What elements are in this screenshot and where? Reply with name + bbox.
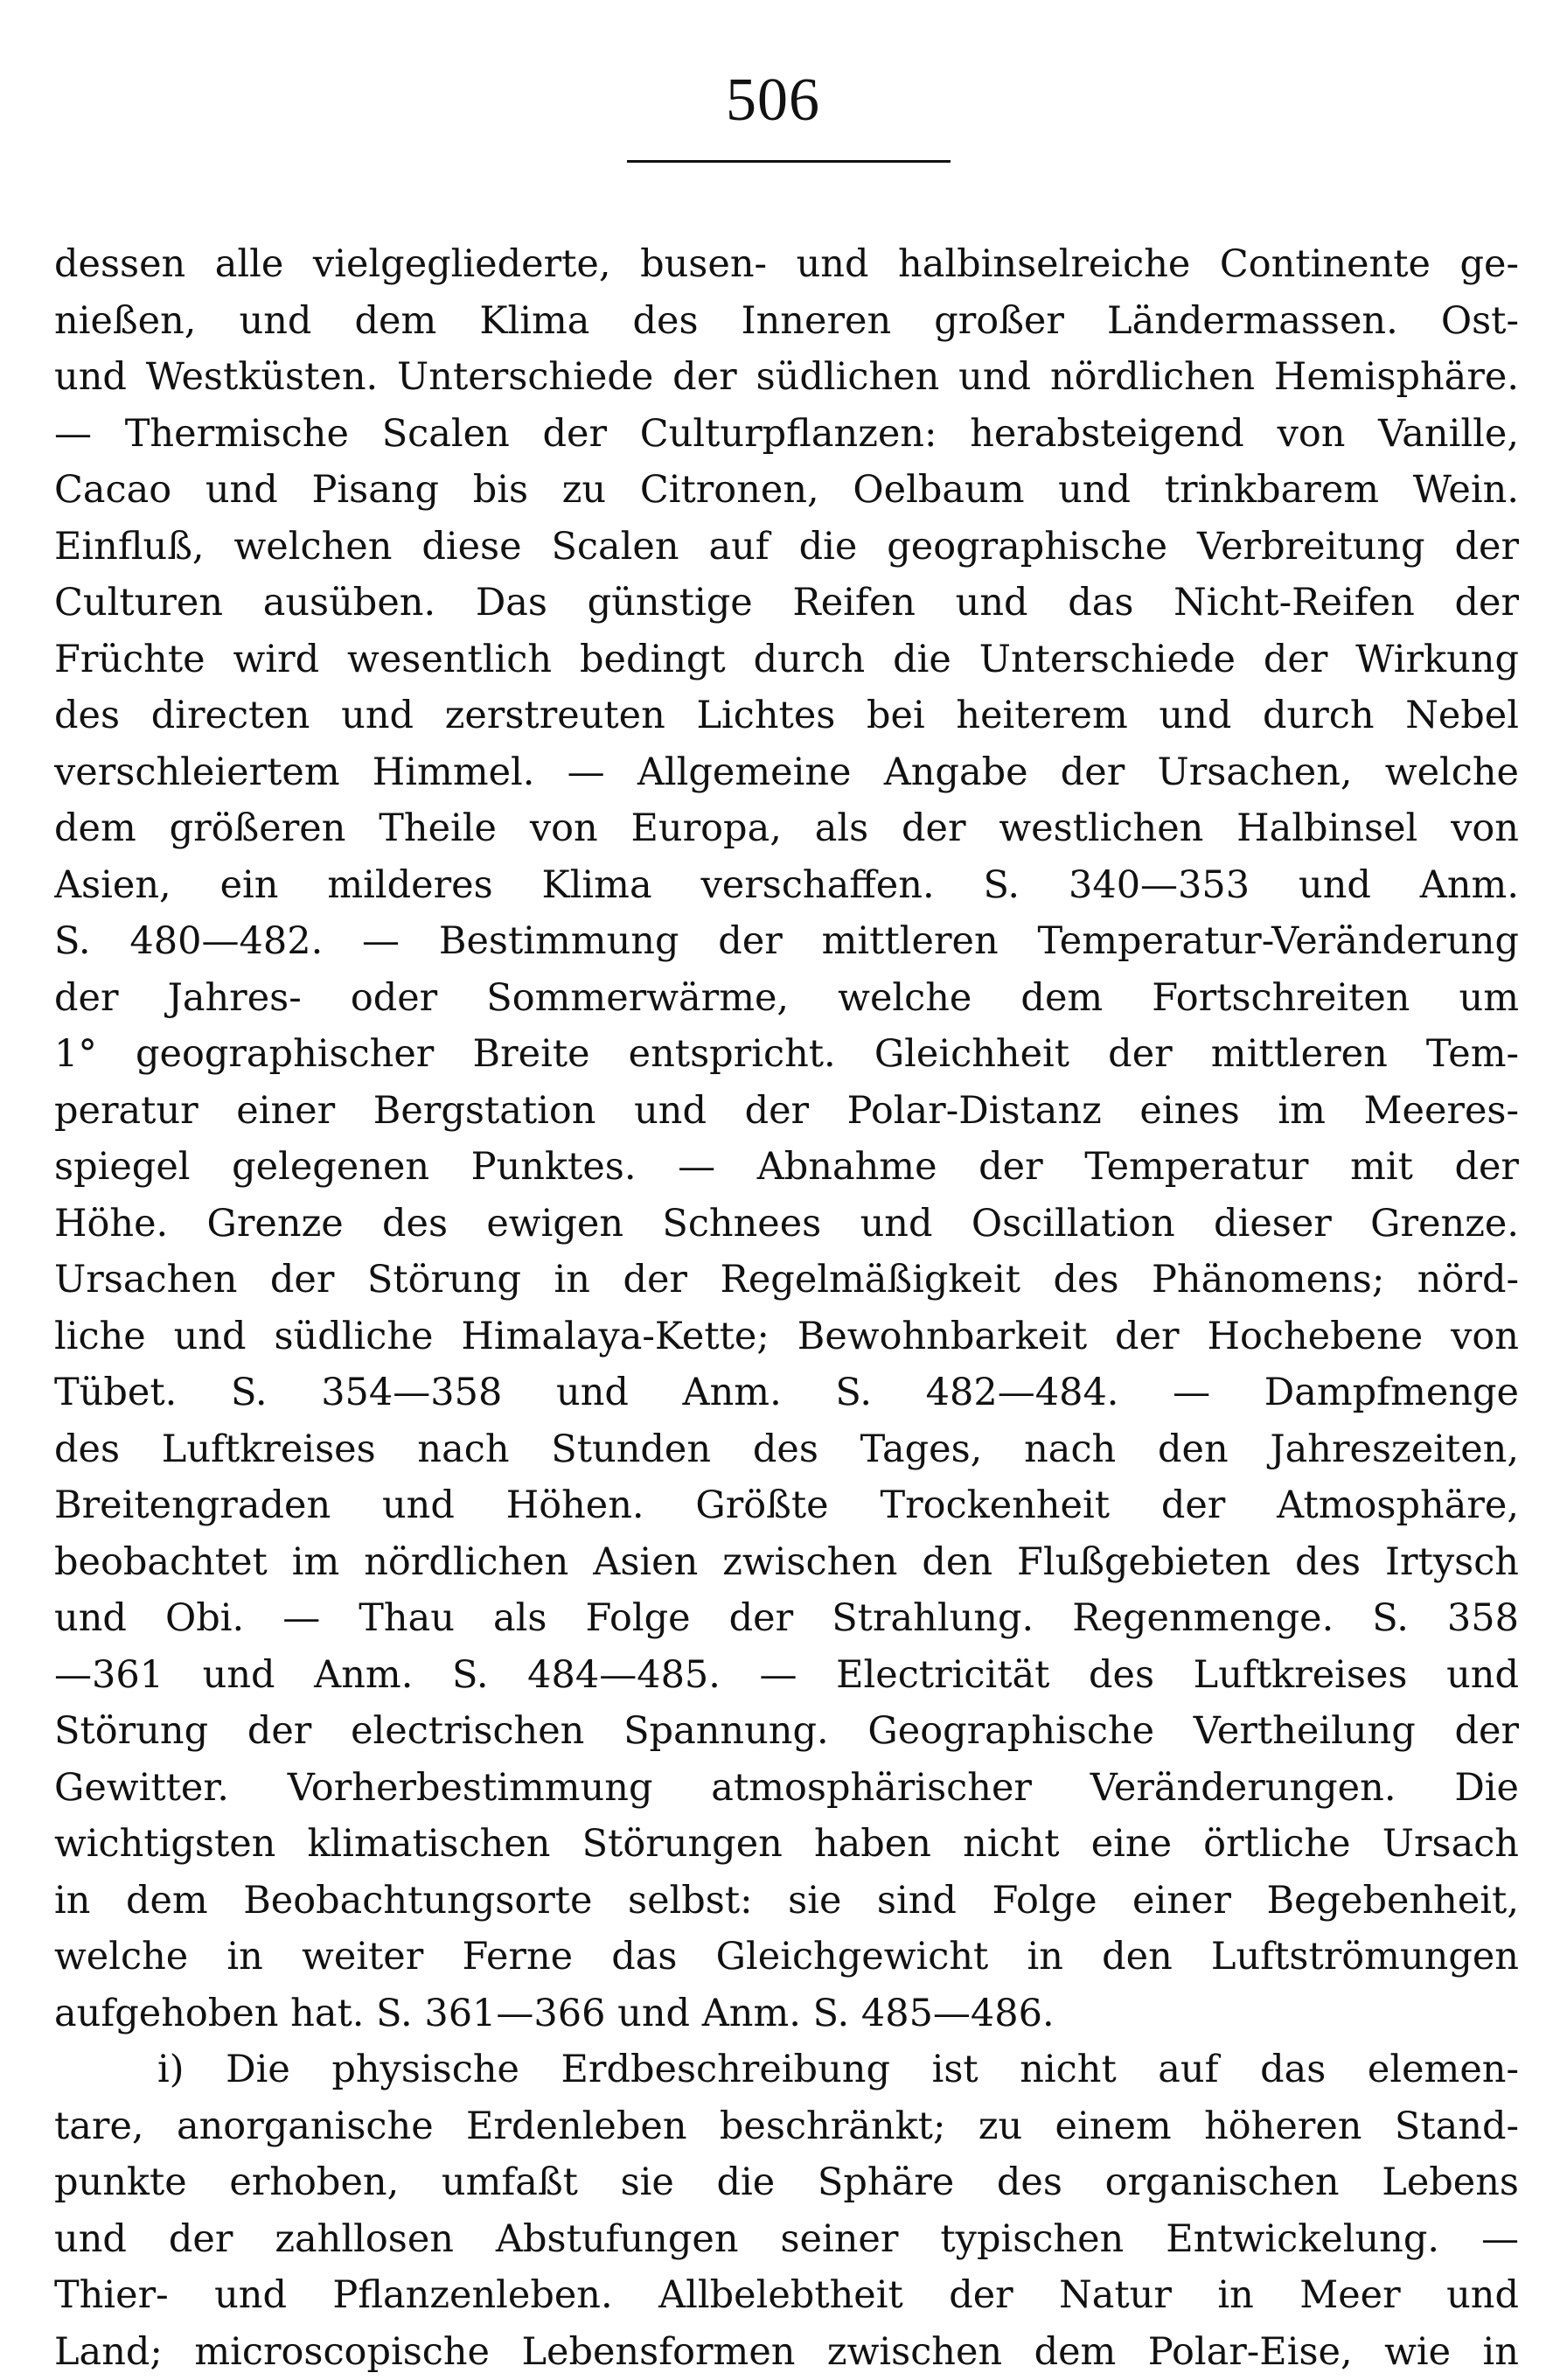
header-rule [627, 160, 951, 163]
text-line: des directen und zerstreuten Lichtes bei heiterem und durch Nebel [54, 687, 1519, 744]
text-line: welche in weiter Ferne das Gleichgewicht in den Luftströmungen [54, 1929, 1519, 1986]
text-line: Störung der electrischen Spannung. Geographische Vertheilung der [54, 1703, 1519, 1760]
text-line: Breitengraden und Höhen. Größte Trockenheit der Atmosphäre, [54, 1477, 1519, 1534]
text-line: liche und südliche Himalaya-Kette; Bewohnbarkeit der Hochebene von [54, 1309, 1519, 1365]
text-line: Tübet. S. 354—358 und Anm. S. 482—484. — Dampfmenge [54, 1364, 1519, 1421]
text-line: dem größeren Theile von Europa, als der westlichen Halbinsel von [54, 800, 1519, 857]
text-line: der Jahres- oder Sommerwärme, welche dem Fortschreiten um [54, 970, 1519, 1027]
text-line: Cacao und Pisang bis zu Citronen, Oelbaum und trinkbarem Wein. [54, 462, 1519, 519]
text-line: in dem Beobachtungsorte selbst: sie sind Folge einer Begebenheit, [54, 1873, 1519, 1930]
text-line: Einfluß, welchen diese Scalen auf die geographische Verbreitung der [54, 519, 1519, 576]
body-text [54, 236, 1519, 2380]
text-line: Ursachen der Störung in der Regelmäßigkeit des Phänomens; nörd- [54, 1252, 1519, 1309]
page-number: 506 [0, 61, 1546, 140]
text-line: Land; microscopische Lebensformen zwischen dem Polar-Eise, wie in [54, 2324, 1519, 2380]
text-line: Früchte wird wesentlich bedingt durch die Unterschiede der Wirkung [54, 632, 1519, 688]
text-line: wichtigsten klimatischen Störungen haben nicht eine örtliche Ursach [54, 1816, 1519, 1873]
text-line: Höhe. Grenze des ewigen Schnees und Oscillation dieser Grenze. [54, 1196, 1519, 1253]
text-line: und Westküsten. Unterschiede der südlichen und nördlichen Hemisphäre. [54, 349, 1519, 406]
text-line: i) Die physische Erdbeschreibung ist nicht auf das elemen- [54, 2041, 1519, 2098]
text-line: spiegel gelegenen Punktes. — Abnahme der Temperatur mit der [54, 1139, 1519, 1196]
text-line: Gewitter. Vorherbestimmung atmosphärischer Veränderungen. Die [54, 1760, 1519, 1817]
text-line: Thier- und Pflanzenleben. Allbelebtheit der Natur in Meer und [54, 2267, 1519, 2324]
text-line: beobachtet im nördlichen Asien zwischen den Flußgebieten des Irtysch [54, 1534, 1519, 1591]
text-line: dessen alle vielgegliederte, busen- und halbinselreiche Continente ge- [54, 236, 1519, 293]
text-line: punkte erhoben, umfaßt sie die Sphäre des organischen Lebens [54, 2154, 1519, 2211]
text-line: 1° geographischer Breite entspricht. Gleichheit der mittleren Tem- [54, 1026, 1519, 1083]
text-line: verschleiertem Himmel. — Allgemeine Angabe der Ursachen, welche [54, 744, 1519, 801]
text-line: —361 und Anm. S. 484—485. — Electricität des Luftkreises und [54, 1647, 1519, 1704]
text-line: peratur einer Bergstation und der Polar-Distanz eines im Meeres- [54, 1083, 1519, 1140]
text-line: Culturen ausüben. Das günstige Reifen und das Nicht-Reifen der [54, 575, 1519, 632]
text-line: und Obi. — Thau als Folge der Strahlung. Regenmenge. S. 358 [54, 1590, 1519, 1647]
text-line: nießen, und dem Klima des Inneren großer Ländermassen. Ost- [54, 293, 1519, 350]
text-line: aufgehoben hat. S. 361—366 und Anm. S. 485—486. [54, 1986, 1519, 2042]
text-line: — Thermische Scalen der Culturpflanzen: herabsteigend von Vanille, [54, 406, 1519, 463]
text-line: des Luftkreises nach Stunden des Tages, nach den Jahreszeiten, [54, 1421, 1519, 1478]
text-line: S. 480—482. — Bestimmung der mittleren Temperatur-Veränderung [54, 913, 1519, 970]
text-line: und der zahllosen Abstufungen seiner typischen Entwickelung. — [54, 2211, 1519, 2268]
text-line: tare, anorganische Erdenleben beschränkt; zu einem höheren Stand- [54, 2098, 1519, 2155]
text-line: Asien, ein milderes Klima verschaffen. S. 340—353 und Anm. [54, 857, 1519, 914]
